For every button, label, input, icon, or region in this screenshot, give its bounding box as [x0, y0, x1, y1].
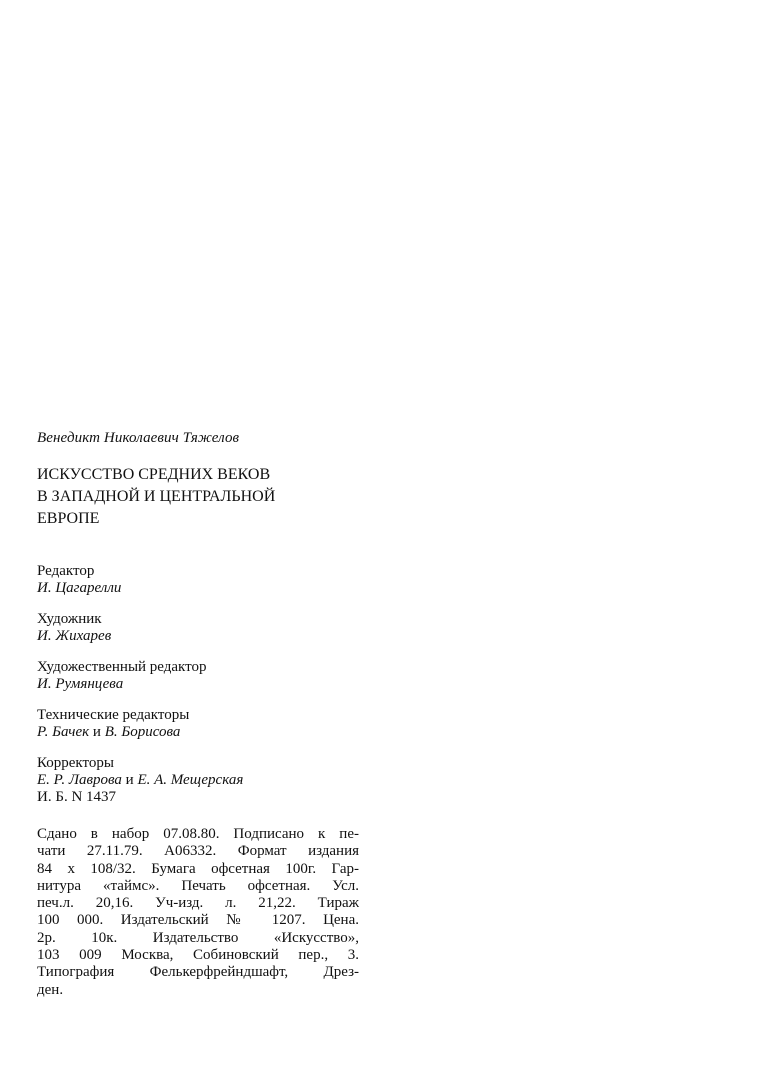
- imprint-line: ден.: [37, 981, 64, 998]
- credit-role: Технические редакторы: [37, 707, 190, 723]
- credit-editor: [37, 563, 359, 597]
- credit-person: Е. А. Мещерская: [137, 772, 244, 788]
- credit-person: И. Жихарев: [37, 628, 112, 644]
- imprint-line: нитура «таймс». Печать офсетная. Усл.: [37, 877, 359, 894]
- author-name: Венедикт Николаевич Тяжелов: [37, 430, 240, 446]
- book-title: [37, 464, 359, 530]
- imprint-line: 100 000. Издательский № 1207. Цена.: [37, 912, 359, 929]
- ib-number: И. Б. N 1437: [37, 789, 117, 805]
- credit-art-editor: [37, 659, 359, 693]
- title-line: В ЗАПАДНОЙ И ЦЕНТРАЛЬНОЙ: [37, 488, 276, 505]
- imprint-line: чати 27.11.79. А06332. Формат издания: [37, 843, 359, 860]
- imprint-line: 103 009 Москва, Собиновский пер., 3.: [37, 947, 359, 964]
- imprint-line: Сдано в набор 07.08.80. Подписано к пе-: [37, 826, 359, 842]
- credit-role: Корректоры: [37, 755, 114, 771]
- credit-persons: [37, 772, 359, 789]
- imprint-line: печ.л. 20,16. Уч-изд. л. 21,22. Тираж: [37, 895, 359, 912]
- imprint-block: [37, 826, 359, 999]
- colophon: [37, 428, 359, 999]
- credit-person: И. Румянцева: [37, 676, 124, 692]
- title-line: ЕВРОПЕ: [37, 510, 100, 527]
- credit-role: Художественный редактор: [37, 659, 207, 675]
- title-line: ИСКУССТВО СРЕДНИХ ВЕКОВ: [37, 466, 271, 483]
- credit-technical-editors: [37, 707, 359, 741]
- credit-person: В. Борисова: [104, 724, 181, 740]
- credit-conjunction: и: [121, 772, 138, 788]
- credit-person: Е. Р. Лаврова: [37, 772, 122, 788]
- credit-role: Художник: [37, 611, 102, 627]
- credit-persons: [37, 724, 359, 741]
- credit-person: Р. Бачек: [37, 724, 90, 740]
- credit-artist: [37, 611, 359, 645]
- credit-proofreaders: [37, 755, 359, 789]
- imprint-line: Типография Фелькерфрейндшафт, Дрез-: [37, 964, 359, 981]
- imprint-line: 2р. 10к. Издательство «Искусство»,: [37, 929, 359, 946]
- credit-conjunction: и: [89, 724, 105, 740]
- credit-person: И. Цагарелли: [37, 580, 122, 596]
- imprint-line: 84 x 108/32. Бумага офсетная 100г. Гар-: [37, 860, 359, 877]
- credit-role: Редактор: [37, 563, 95, 579]
